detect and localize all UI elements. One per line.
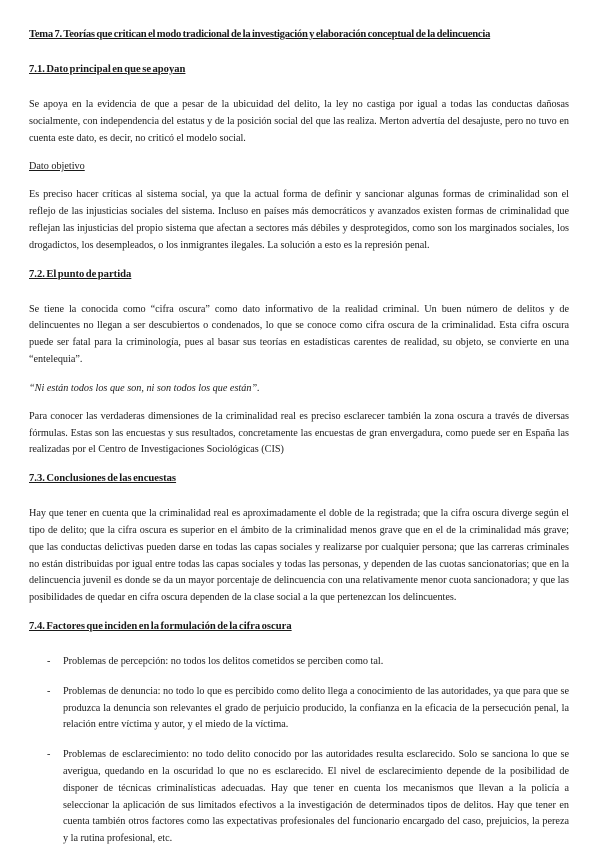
paragraph: Es preciso hacer críticas al sistema social, ya que la actual forma de definir y sancionar algunas formas de criminalidad son el reflejo de las injusticias sociales del sistema. Incluso en países más democráticos y avanzados existen formas de criminalidad que reflejan las injusticias del propio sistema que afectan a sectores más débiles y desprotegidos, como son los marginados sociales, los drogadictos, los desempleados, o los inmigrantes ilegales. La solución a esto es la represión penal. (29, 189, 569, 251)
document-title: Tema 7. Teorías que critican el modo tradicional de la investigación y elaboración conceptual de la delincuencia (29, 29, 491, 40)
section-heading-7-2: 7.2. El punto de partida (29, 268, 132, 280)
list-item: - Problemas de percepción: no todos los delitos cometidos se perciben como tal. (29, 654, 569, 671)
section-heading-7-4: 7.4. Factores que inciden en la formulación de la cifra oscura (29, 620, 292, 632)
section-heading-7-1: 7.1. Dato principal en que se apoyan (29, 64, 186, 75)
list-item: - Problemas de esclarecimiento: no todo delito conocido por las autoridades resulta esclarecido. Solo se sanciona lo que se averigua, quedando en la oscuridad lo que no es esclarecido. El nivel de esclarecimiento depende de la posibilidad de disponer de técnicas criminalísticas adecuadas. Hay que tener en cuenta los mecanismos que llevan a la policía a seleccionar la aplicación de sus limitados efectivos a la investigación de determinados tipos de delitos. Hay que tener en cuenta también otros factores como las expectativas profesionales del funcionario encargado del caso, prejuicios, la pereza y la rutina profesional, etc. (29, 747, 569, 848)
paragraph: Se apoya en la evidencia de que a pesar de la ubicuidad del delito, la ley no castiga por igual a todas las conductas dañosas socialmente, con independencia del estatus y de la posición social del que las realiza. Merton advertía del desajuste, pero no tuvo en cuenta este dato, es decir, no criticó el modelo social. (29, 99, 569, 144)
section-heading-7-3: 7.3. Conclusiones de las encuestas (29, 473, 177, 485)
document-page (29, 28, 569, 848)
factor-list (29, 654, 569, 848)
paragraph: Hay que tener en cuenta que la criminalidad real es aproximadamente el doble de la registrada; que la cifra oscura diverge según el tipo de delito; que la cifra oscura es superior en el ámbito de la criminalidad menos grave que en el de la criminalidad más grave; que las conductas delictivas pueden darse en todas las capas sociales y realizarse por cualquier persona; que las carreras criminales no están distribuidas por igual entre todas las capas sociales y todas las personas, y dependen de las cuotas sancionatorias; que en la delincuencia juvenil es donde se da un mayor porcentaje de delincuencia con una relativamente menor cuota sancionadora; y que las posibilidades de quedar en cifra oscura dependen de la clase social a la que pertenezcan los delincuentes. (29, 508, 570, 604)
subheading: Dato objetivo (29, 161, 85, 173)
paragraph: Se tiene la conocida como “cifra oscura” como dato informativo de la realidad criminal. Un buen número de delitos y de delincuentes no llegan a ser descubiertos o condenados, lo que se conoce como cifra oscura de la criminalidad. Esta cifra oscura puede ser fatal para la criminología, pues al basar sus teorías en estadísticas carentes de realidad, su objeto, se convierte en una “entelequia”. (29, 303, 569, 365)
list-item: - Problemas de denuncia: no todo lo que es percibido como delito llega a conocimiento de las autoridades, ya que para que se produzca la denuncia son relevantes el grado de perjuicio producido, la confianza en la eficacia de la persecución penal, la relación entre víctima y autor, y el miedo de la víctima. (29, 684, 569, 734)
quote: “Ni están todos los que son, ni son todos los que están”. (29, 382, 260, 394)
paragraph: Para conocer las verdaderas dimensiones de la criminalidad real es preciso esclarecer también la zona oscura a través de diversas fórmulas. Estas son las encuestas y sus resultados, concretamente las encuestas de gran envergadura, como puede ser en España las realizadas por el Centro de Investigaciones Sociológicas (CIS) (29, 410, 569, 456)
